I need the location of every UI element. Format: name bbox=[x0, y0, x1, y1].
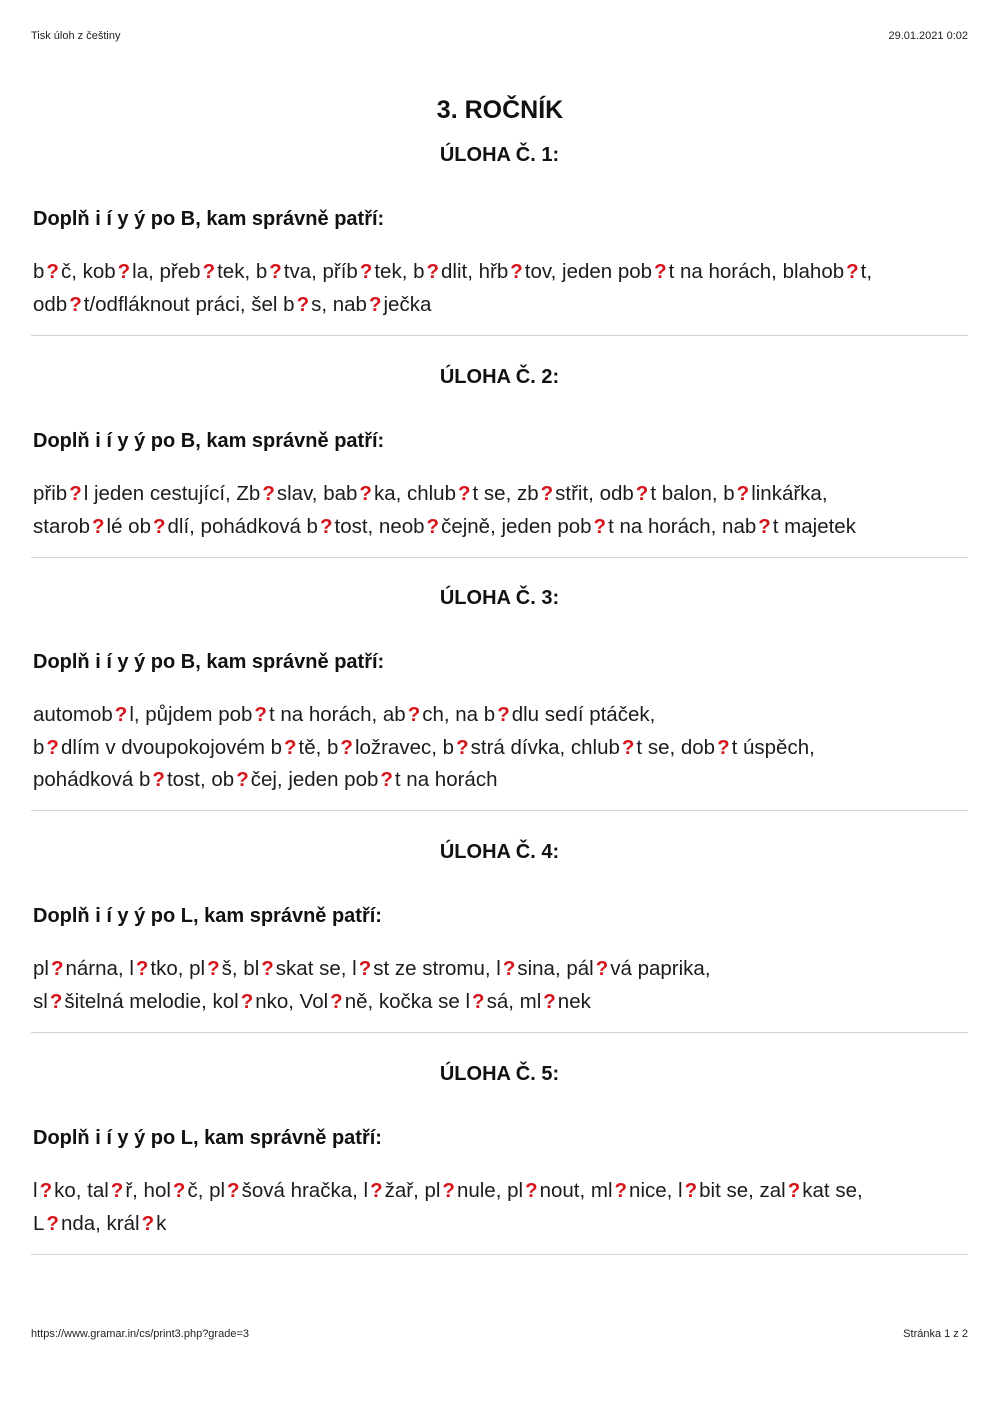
blank-marker[interactable]: ? bbox=[426, 260, 440, 283]
blank-marker[interactable]: ? bbox=[510, 260, 523, 283]
blank-marker[interactable]: ? bbox=[543, 989, 556, 1013]
blank-marker[interactable]: ? bbox=[69, 482, 82, 505]
blank-marker[interactable]: ? bbox=[359, 482, 372, 505]
blank-marker[interactable]: ? bbox=[110, 1179, 124, 1202]
task-4 bbox=[31, 839, 968, 1033]
exercise-line: l?ko, tal?ř, hol?č, pl?šová hračka, l?žař, pl?nule, pl?nout, ml?nice, l?bit se, zal?kat se, bbox=[33, 1179, 863, 1202]
blank-marker[interactable]: ? bbox=[717, 735, 730, 759]
blank-marker[interactable]: ? bbox=[240, 989, 254, 1013]
blank-marker[interactable]: ? bbox=[502, 957, 516, 980]
blank-marker[interactable]: ? bbox=[172, 1179, 186, 1202]
blank-marker[interactable]: ? bbox=[787, 1179, 801, 1202]
blank-marker[interactable]: ? bbox=[319, 514, 333, 538]
blank-marker[interactable]: ? bbox=[407, 703, 421, 726]
blank-marker[interactable]: ? bbox=[254, 703, 267, 726]
blank-marker[interactable]: ? bbox=[117, 260, 131, 283]
exercise-text bbox=[33, 699, 968, 797]
task-instruction: Doplň i í y ý po B, kam správně patří: bbox=[33, 208, 385, 230]
blank-marker[interactable]: ? bbox=[654, 260, 667, 283]
blank-marker[interactable]: ? bbox=[758, 514, 771, 538]
blank-marker[interactable]: ? bbox=[152, 768, 165, 791]
blank-marker[interactable]: ? bbox=[621, 735, 635, 759]
task-title: ÚLOHA Č. 1: bbox=[439, 144, 560, 166]
exercise-line: sl?šitelná melodie, kol?nko, Vol?ně, kočka se l?sá, ml?nek bbox=[33, 989, 591, 1013]
task-title: ÚLOHA Č. 4: bbox=[439, 841, 560, 863]
blank-marker[interactable]: ? bbox=[202, 260, 216, 283]
blank-marker[interactable]: ? bbox=[846, 260, 859, 283]
print-footer bbox=[31, 1328, 968, 1340]
blank-marker[interactable]: ? bbox=[262, 482, 275, 505]
blank-marker[interactable]: ? bbox=[635, 482, 649, 505]
task-instruction: Doplň i í y ý po L, kam správně patří: bbox=[33, 1127, 382, 1149]
task-instruction: Doplň i í y ý po B, kam správně patří: bbox=[33, 430, 385, 452]
blank-marker[interactable]: ? bbox=[380, 768, 393, 791]
blank-marker[interactable]: ? bbox=[49, 989, 63, 1013]
blank-marker[interactable]: ? bbox=[269, 260, 282, 283]
exercise-text bbox=[33, 478, 968, 543]
blank-marker[interactable]: ? bbox=[426, 514, 440, 538]
exercise-line: pohádková b?tost, ob?čej, jeden pob?t na horách bbox=[33, 768, 498, 791]
blank-marker[interactable]: ? bbox=[442, 1179, 455, 1202]
print-footer-page-number: Stránka 1 z 2 bbox=[903, 1328, 968, 1340]
task-instruction: Doplň i í y ý po B, kam správně patří: bbox=[33, 651, 385, 673]
task-instruction: Doplň i í y ý po L, kam správně patří: bbox=[33, 905, 382, 927]
blank-marker[interactable]: ? bbox=[296, 292, 310, 316]
task-1 bbox=[31, 142, 968, 336]
blank-marker[interactable]: ? bbox=[330, 989, 343, 1013]
task-title: ÚLOHA Č. 5: bbox=[439, 1063, 560, 1085]
blank-marker[interactable]: ? bbox=[359, 260, 373, 283]
blank-marker[interactable]: ? bbox=[39, 1179, 53, 1202]
print-header-title: Tisk úloh z češtiny bbox=[31, 30, 121, 42]
blank-marker[interactable]: ? bbox=[236, 768, 249, 791]
exercise-line: odb?t/odfláknout práci, šel b?s, nab?ječka bbox=[33, 292, 432, 316]
task-3 bbox=[31, 585, 968, 811]
exercise-line: přib?l jeden cestující, Zb?slav, bab?ka, chlub?t se, zb?střit, odb?t balon, b?linkářka, bbox=[33, 482, 828, 505]
exercise-line: L?nda, král?k bbox=[33, 1211, 167, 1235]
blank-marker[interactable]: ? bbox=[497, 703, 510, 726]
blank-marker[interactable]: ? bbox=[46, 260, 59, 283]
page-title: 3. ROČNÍK bbox=[436, 96, 564, 124]
blank-marker[interactable]: ? bbox=[340, 735, 353, 759]
exercise-line: automob?l, půjdem pob?t na horách, ab?ch, na b?dlu sedí ptáček, bbox=[33, 703, 656, 726]
blank-marker[interactable]: ? bbox=[472, 989, 485, 1013]
blank-marker[interactable]: ? bbox=[456, 735, 469, 759]
blank-marker[interactable]: ? bbox=[50, 957, 64, 980]
task-2 bbox=[31, 364, 968, 558]
blank-marker[interactable]: ? bbox=[227, 1179, 240, 1202]
blank-marker[interactable]: ? bbox=[152, 514, 166, 538]
blank-marker[interactable]: ? bbox=[358, 957, 372, 980]
blank-marker[interactable]: ? bbox=[684, 1179, 698, 1202]
exercise-line: b?dlím v dvoupokojovém b?tě, b?ložravec, b?strá dívka, chlub?t se, dob?t úspěch, bbox=[33, 735, 815, 759]
exercise-text bbox=[33, 256, 968, 321]
blank-marker[interactable]: ? bbox=[46, 1211, 59, 1235]
blank-marker[interactable]: ? bbox=[114, 703, 128, 726]
blank-marker[interactable]: ? bbox=[141, 1211, 155, 1235]
print-footer-url: https://www.gramar.in/cs/print3.php?grade=3 bbox=[31, 1328, 249, 1340]
blank-marker[interactable]: ? bbox=[207, 957, 220, 980]
blank-marker[interactable]: ? bbox=[593, 514, 607, 538]
blank-marker[interactable]: ? bbox=[614, 1179, 628, 1202]
blank-marker[interactable]: ? bbox=[284, 735, 297, 759]
exercise-line: starob?lé ob?dlí, pohádková b?tost, neob?čejně, jeden pob?t na horách, nab?t majetek bbox=[33, 514, 856, 538]
exercise-line: b?č, kob?la, přeb?tek, b?tva, příb?tek, b?dlit, hřb?tov, jeden pob?t na horách, blahob?t, bbox=[33, 260, 873, 283]
blank-marker[interactable]: ? bbox=[368, 292, 382, 316]
blank-marker[interactable]: ? bbox=[135, 957, 149, 980]
blank-marker[interactable]: ? bbox=[91, 514, 105, 538]
blank-marker[interactable]: ? bbox=[69, 292, 82, 316]
exercise-text bbox=[33, 953, 968, 1018]
blank-marker[interactable]: ? bbox=[261, 957, 274, 980]
blank-marker[interactable]: ? bbox=[540, 482, 554, 505]
blank-marker[interactable]: ? bbox=[46, 735, 59, 759]
exercise-text bbox=[33, 1175, 968, 1240]
blank-marker[interactable]: ? bbox=[370, 1179, 383, 1202]
task-title: ÚLOHA Č. 3: bbox=[439, 587, 560, 609]
blank-marker[interactable]: ? bbox=[595, 957, 609, 980]
task-title: ÚLOHA Č. 2: bbox=[439, 366, 560, 388]
blank-marker[interactable]: ? bbox=[525, 1179, 538, 1202]
exercise-line: pl?nárna, l?tko, pl?š, bl?skat se, l?st ze stromu, l?sina, pál?vá paprika, bbox=[33, 957, 711, 980]
blank-marker[interactable]: ? bbox=[736, 482, 750, 505]
blank-marker[interactable]: ? bbox=[458, 482, 471, 505]
task-5 bbox=[31, 1061, 968, 1255]
print-header bbox=[31, 30, 968, 42]
print-header-datetime: 29.01.2021 0:02 bbox=[888, 30, 968, 42]
